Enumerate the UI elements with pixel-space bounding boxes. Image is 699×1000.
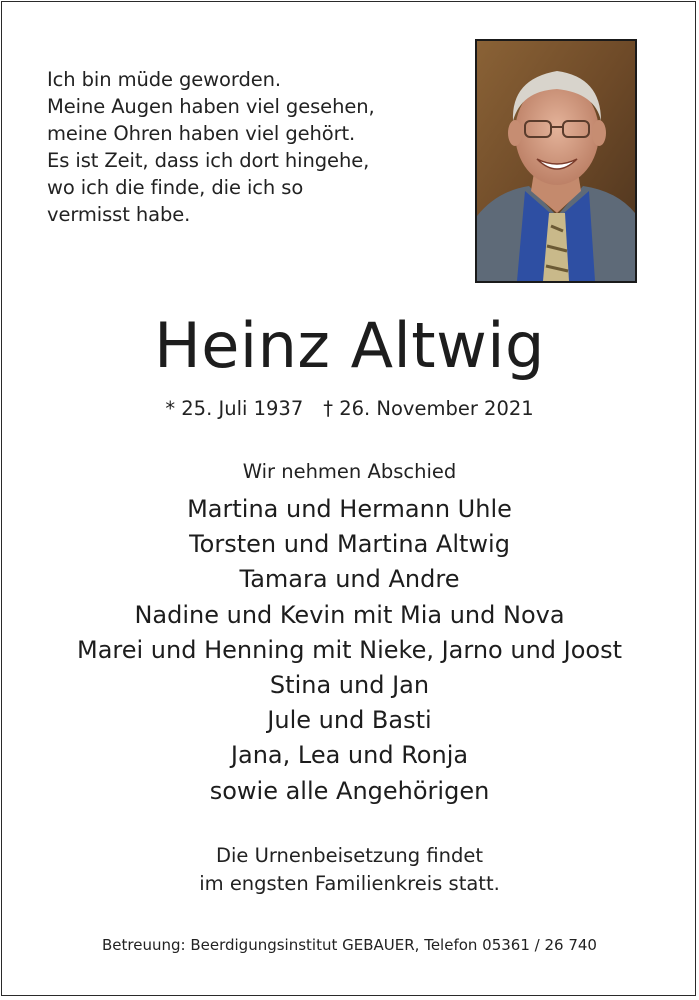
life-dates xyxy=(0,396,699,422)
mourner-entry: Marei und Henning mit Nieke, Jarno und Joost xyxy=(76,635,622,664)
mourner-entry: Jana, Lea und Ronja xyxy=(230,741,469,770)
deceased-name: Heinz Altwig xyxy=(154,309,545,382)
mourner-entry: Martina und Hermann Uhle xyxy=(187,495,512,523)
birth-date: * 25. Juli 1937 xyxy=(165,397,304,420)
poem-line: Meine Augen haben viel gesehen, xyxy=(47,95,375,118)
mourner-entry: Stina und Jan xyxy=(269,671,430,700)
portrait-photo xyxy=(475,39,637,283)
mourner-entry: Torsten und Martina Altwig xyxy=(189,530,510,559)
poem-line: wo ich die finde, die ich so xyxy=(47,176,304,199)
mourner-entry: sowie alle Angehörigen xyxy=(209,776,490,805)
funeral-home-footer: Betreuung: Beerdigungsinstitut GEBAUER, Telefon 05361 / 26 740 xyxy=(102,936,597,954)
poem-line: meine Ohren haben viel gehört. xyxy=(47,122,356,145)
poem xyxy=(47,66,375,228)
poem-line: Ich bin müde geworden. xyxy=(47,68,281,91)
mourner-entry: Nadine und Kevin mit Mia und Nova xyxy=(134,600,565,629)
poem-line: vermisst habe. xyxy=(47,203,191,226)
poem-line: Es ist Zeit, dass ich dort hingehe, xyxy=(47,149,370,172)
mourners-list xyxy=(0,492,699,809)
burial-line: im engsten Familienkreis statt. xyxy=(199,872,500,895)
mourner-entry: Tamara und Andre xyxy=(239,565,460,594)
burial-notice xyxy=(0,842,699,898)
farewell-intro: Wir nehmen Abschied xyxy=(242,460,457,483)
death-date: † 26. November 2021 xyxy=(323,397,534,420)
mourner-entry: Jule und Basti xyxy=(267,706,432,735)
burial-line: Die Urnenbeisetzung findet xyxy=(215,844,484,867)
